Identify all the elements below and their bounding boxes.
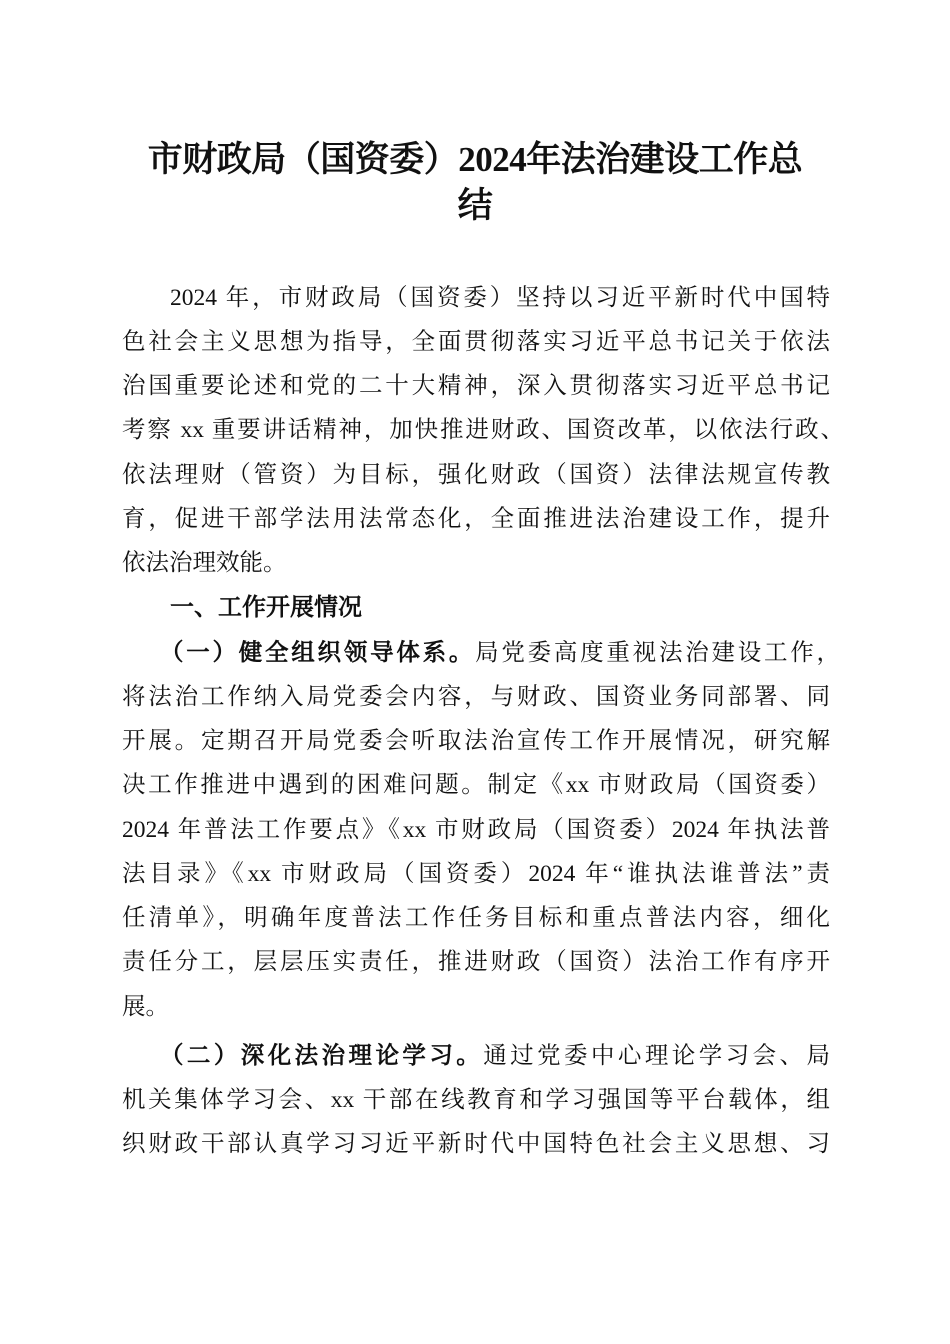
text-line (160, 1041, 830, 1071)
document-title-line-1: 市财政局（国资委）2024年法治建设工作总 (147, 140, 803, 179)
text-line: 机关集体学习会、xx 干部在线教育和学习强国等平台载体，组 (122, 1087, 830, 1113)
text-line: 织财政干部认真学习习近平新时代中国特色社会主义思想、习 (122, 1131, 830, 1157)
text-line: 展。 (122, 994, 169, 1020)
text-line: 育，促进干部学法用法常态化，全面推进法治建设工作，提升 (122, 506, 830, 532)
text-line: 任清单》，明确年度普法工作任务目标和重点普法内容，细化 (122, 905, 830, 931)
text-line: 2024 年，市财政局（国资委）坚持以习近平新时代中国特 (170, 285, 830, 311)
subsection-lead: （二）深化法治理论学习。 (160, 1043, 484, 1069)
text-line: 将法治工作纳入局党委会内容，与财政、国资业务同部署、同 (122, 684, 830, 710)
text-line: 决工作推进中遇到的困难问题。制定《xx 市财政局（国资委） (122, 772, 830, 798)
text-line: 色社会主义思想为指导，全面贯彻落实习近平总书记关于依法 (122, 329, 830, 355)
text-span: 通过党委中心理论学习会、局 (483, 1043, 830, 1069)
text-line: 开展。定期召开局党委会听取法治宣传工作开展情况，研究解 (122, 728, 830, 754)
text-line: 依法治理效能。 (122, 550, 287, 576)
document-title-line-2: 结 (457, 186, 493, 225)
text-line (160, 638, 840, 668)
text-line: 法目录》《xx 市财政局（国资委）2024 年“谁执法谁普法”责 (122, 861, 830, 887)
text-line: 2024 年普法工作要点》《xx 市财政局（国资委）2024 年执法普 (122, 817, 830, 843)
text-line: 考察 xx 重要讲话精神，加快推进财政、国资改革，以依法行政、 (122, 417, 844, 443)
section-heading: 一、工作开展情况 (170, 595, 362, 621)
text-line: 责任分工，层层压实责任，推进财政（国资）法治工作有序开 (122, 949, 830, 975)
text-span: 局党委高度重视法治建设工作， (475, 640, 841, 666)
subsection-lead: （一）健全组织领导体系。 (160, 640, 476, 666)
text-line: 依法理财（管资）为目标，强化财政（国资）法律法规宣传教 (122, 462, 830, 488)
text-line: 治国重要论述和党的二十大精神，深入贯彻落实习近平总书记 (122, 373, 830, 399)
